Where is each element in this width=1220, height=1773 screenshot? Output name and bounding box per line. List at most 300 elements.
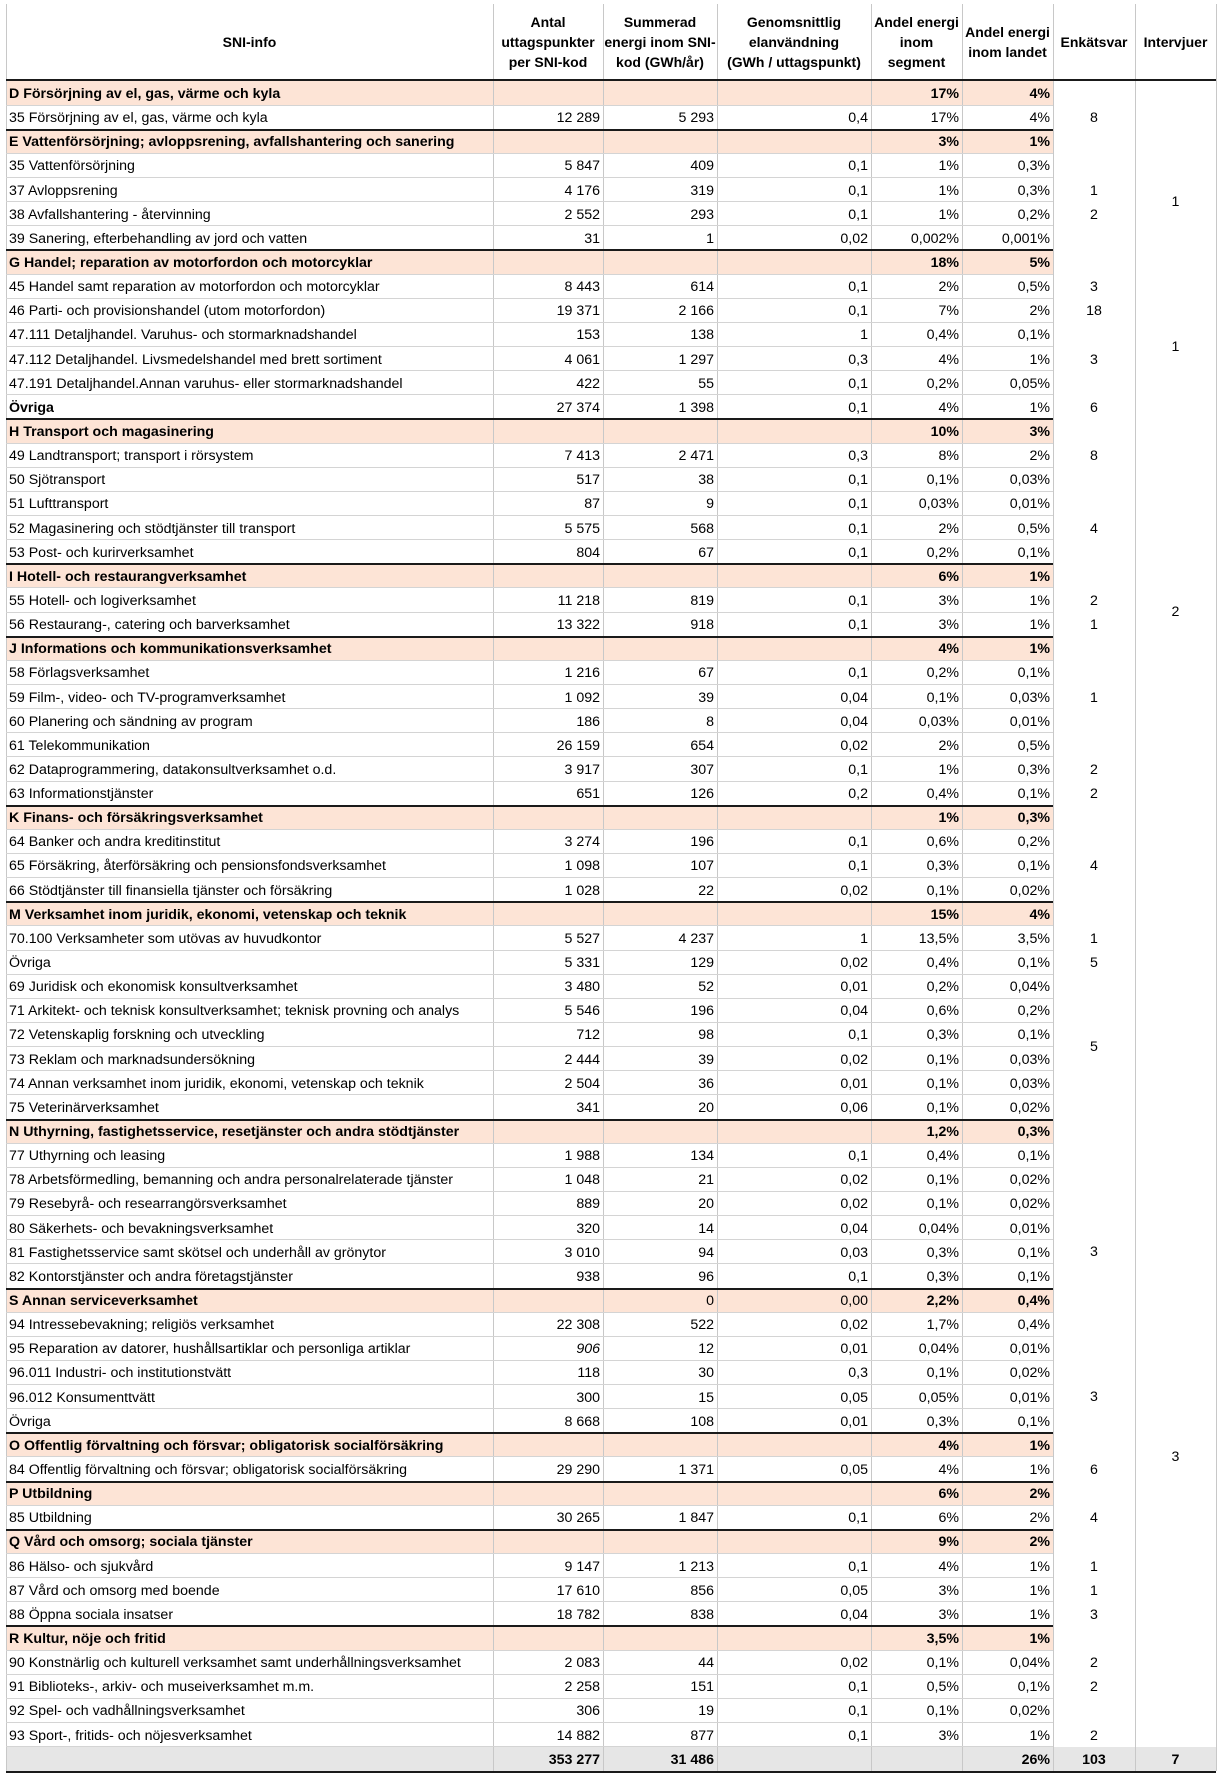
row-energi-cell: 20 <box>698 1099 714 1116</box>
row-seg-cell: 0,1% <box>926 1051 959 1068</box>
row-label-cell: 45 Handel samt reparation av motorfordon och motorcyklar <box>9 279 380 296</box>
row-antal-cell: 651 <box>576 786 600 803</box>
row-energi-cell: 134 <box>690 1148 714 1165</box>
row-seg-cell: 0,5% <box>926 1679 959 1696</box>
section-land-cell: 1% <box>1029 1630 1050 1647</box>
row-land-cell: 0,04% <box>1009 979 1050 996</box>
row-label-cell: 50 Sjötransport <box>9 472 106 489</box>
row-seg-cell: 4% <box>938 351 959 368</box>
row-energi-cell: 19 <box>698 1703 714 1720</box>
row-snitt-cell: 0,01 <box>840 1075 868 1092</box>
row-seg-cell: 17% <box>930 110 959 127</box>
row-label-cell: 35 Vattenförsörjning <box>9 158 135 175</box>
row-seg-cell: 0,1% <box>926 1075 959 1092</box>
row-label-cell: 66 Stödtjänster till finansiella tjänster och försäkring <box>9 882 333 899</box>
row-seg-cell: 0,1% <box>926 1365 959 1382</box>
row-land-cell: 0,1% <box>1017 1027 1050 1044</box>
section-seg-cell: 1,2% <box>926 1124 959 1141</box>
column-header-text <box>727 12 861 72</box>
section-land-cell: 2% <box>1029 1486 1050 1503</box>
row-antal-cell: 1 028 <box>564 882 600 899</box>
row-energi-cell: 1 297 <box>678 351 714 368</box>
row-energi-cell: 918 <box>690 617 714 634</box>
column-header-text <box>604 12 715 72</box>
section-land-cell: 3% <box>1029 423 1050 440</box>
row-energi-cell: 319 <box>690 182 714 199</box>
row-label-cell: 96.011 Industri- och institutionstvätt <box>9 1365 232 1382</box>
row-land-cell: 0,02% <box>1009 1365 1050 1382</box>
row-energi-cell: 1 <box>706 230 714 247</box>
row-label-cell: 52 Magasinering och stödtjänster till transport <box>9 520 296 537</box>
row-antal-cell: 4 176 <box>564 182 600 199</box>
row-label-cell: 59 Film-, video- och TV-programverksamhet <box>9 689 286 706</box>
row-seg-cell: 1% <box>938 182 959 199</box>
row-antal-cell: 27 374 <box>556 399 600 416</box>
row-label-cell: 81 Fastighetsservice samt skötsel och underhåll av grönytor <box>9 1244 386 1261</box>
section-label-cell: N Uthyrning, fastighetsservice, resetjänster och andra stödtjänster <box>9 1124 460 1141</box>
row-seg-cell: 3% <box>938 1582 959 1599</box>
section-label-cell: E Vattenförsörjning; avloppsrening, avfallshantering och sanering <box>9 134 455 151</box>
row-antal-cell: 2 444 <box>564 1051 600 1068</box>
total-enk-cell: 103 <box>1082 1751 1106 1768</box>
section-seg-cell: 3% <box>938 134 959 151</box>
column-header <box>1135 4 1216 79</box>
row-enk-cell <box>1053 491 1135 515</box>
row-label-cell: 88 Öppna sociala insatser <box>9 1606 174 1623</box>
row-energi-cell: 38 <box>698 472 714 489</box>
row-antal-cell: 87 <box>584 496 600 513</box>
row-antal-cell: 1 098 <box>564 858 600 875</box>
row-snitt-cell: 0,02 <box>840 882 868 899</box>
row-antal-cell: 3 274 <box>564 834 600 851</box>
row-enk-cell: 2 <box>1090 786 1098 803</box>
row-seg-cell: 2% <box>938 520 959 537</box>
row-antal-cell: 186 <box>576 713 600 730</box>
row-energi-cell: 21 <box>698 1172 714 1189</box>
row-snitt-cell: 0,06 <box>840 1099 868 1116</box>
row-land-cell: 1% <box>1029 1582 1050 1599</box>
row-snitt-cell: 0,1 <box>848 1558 868 1575</box>
row-snitt-cell: 0,1 <box>848 1679 868 1696</box>
row-land-cell: 0,5% <box>1017 520 1050 537</box>
row-land-cell: 1% <box>1029 617 1050 634</box>
row-label-cell: 51 Lufttransport <box>9 496 109 513</box>
row-enk-cell <box>1053 1698 1135 1722</box>
row-land-cell: 2% <box>1029 303 1050 320</box>
row-antal-cell: 19 371 <box>556 303 600 320</box>
row-snitt-cell: 0,02 <box>840 1317 868 1334</box>
row-antal-cell: 8 443 <box>564 279 600 296</box>
section-seg-cell: 2,2% <box>926 1293 959 1309</box>
section-land-cell: 1% <box>1029 134 1050 151</box>
row-energi-cell: 614 <box>690 279 714 296</box>
row-land-cell: 0,02% <box>1009 1099 1050 1116</box>
section-label-cell: J Informations och kommunikationsverksamhet <box>9 641 332 658</box>
section-energi-cell: 0 <box>706 1293 714 1309</box>
section-label-cell: K Finans- och försäkringsverksamhet <box>9 810 263 827</box>
row-enk-cell: 2 <box>1090 761 1098 778</box>
row-snitt-cell: 0,1 <box>848 834 868 851</box>
row-enk-cell: 5 <box>1090 955 1098 972</box>
row-snitt-cell: 0,1 <box>848 375 868 392</box>
row-seg-cell: 4% <box>938 1558 959 1575</box>
row-label-cell: 49 Landtransport; transport i rörsystem <box>9 448 254 465</box>
row-land-cell: 0,01% <box>1009 1341 1050 1358</box>
row-seg-cell: 0,1% <box>926 1703 959 1720</box>
row-enk-cell: 18 <box>1086 303 1102 320</box>
section-seg-cell: 1% <box>938 810 959 827</box>
row-snitt-cell: 0,1 <box>848 617 868 634</box>
row-land-cell: 0,05% <box>1009 375 1050 392</box>
row-seg-cell: 0,2% <box>926 665 959 682</box>
row-seg-cell: 0,1% <box>926 1099 959 1116</box>
row-seg-cell: 0,3% <box>926 1268 959 1285</box>
row-seg-cell: 0,1% <box>926 472 959 489</box>
row-seg-cell: 0,3% <box>926 1244 959 1261</box>
row-energi-cell: 654 <box>690 737 714 754</box>
row-energi-cell: 1 847 <box>678 1510 714 1527</box>
row-antal-cell: 18 782 <box>556 1606 600 1623</box>
column-header-line: Intervjuer <box>1143 33 1208 50</box>
row-antal-cell: 8 668 <box>564 1413 600 1430</box>
row-antal-cell: 3 917 <box>564 761 600 778</box>
column-header-line: Summerad <box>623 13 697 30</box>
column-header-line: Andel energi <box>874 13 959 30</box>
row-label-cell: Övriga <box>9 1413 51 1430</box>
row-land-cell: 0,02% <box>1009 882 1050 899</box>
column-header <box>962 4 1053 79</box>
row-energi-cell: 39 <box>698 689 714 706</box>
row-enk-cell <box>1053 371 1135 395</box>
row-label-cell: 62 Dataprogrammering, datakonsultverksamhet o.d. <box>9 761 337 778</box>
row-land-cell: 4% <box>1029 110 1050 127</box>
row-snitt-cell: 0,05 <box>840 1582 868 1599</box>
row-energi-cell: 856 <box>690 1582 714 1599</box>
row-antal-cell: 1 988 <box>564 1148 600 1165</box>
merged-enk-cell: 3 <box>1090 1388 1098 1405</box>
row-enk-cell <box>1053 660 1135 684</box>
row-energi-cell: 126 <box>690 786 714 803</box>
row-seg-cell: 0,1% <box>926 1172 959 1189</box>
row-enk-cell: 3 <box>1090 279 1098 296</box>
row-land-cell: 0,1% <box>1017 786 1050 803</box>
section-land-cell: 1% <box>1029 641 1050 658</box>
row-antal-cell: 13 322 <box>556 617 600 634</box>
column-header-line: Enkätsvar <box>1060 33 1128 50</box>
row-label-cell: 55 Hotell- och logiverksamhet <box>9 592 196 609</box>
section-seg-cell: 6% <box>938 568 959 585</box>
row-seg-cell: 3% <box>938 1606 959 1623</box>
row-enk-cell: 4 <box>1090 1510 1098 1527</box>
column-header-line: elanvändning <box>748 33 840 50</box>
row-label-cell: 94 Intressebevakning; religiös verksamhet <box>9 1317 274 1334</box>
row-seg-cell: 0,2% <box>926 979 959 996</box>
row-label-cell: 79 Resebyrå- och researrangörsverksamhet <box>9 1196 287 1213</box>
row-label-cell: 80 Säkerhets- och bevakningsverksamhet <box>9 1220 274 1237</box>
row-label-cell: 39 Sanering, efterbehandling av jord och vatten <box>9 230 308 247</box>
row-land-cell: 2% <box>1029 448 1050 465</box>
merged-intv-cell: 3 <box>1171 1448 1180 1465</box>
row-energi-cell: 55 <box>698 375 714 392</box>
row-snitt-cell: 0,04 <box>840 1003 868 1020</box>
row-seg-cell: 0,04% <box>918 1220 959 1237</box>
row-seg-cell: 0,03% <box>918 496 959 513</box>
row-enk-cell: 3 <box>1090 351 1098 368</box>
row-snitt-cell: 0,02 <box>840 230 868 247</box>
row-enk-cell <box>1053 153 1135 177</box>
row-land-cell: 0,03% <box>1009 1075 1050 1092</box>
row-antal-cell: 29 290 <box>556 1461 600 1478</box>
row-label-cell: 78 Arbetsförmedling, bemanning och andra personalrelaterade tjänster <box>9 1172 454 1189</box>
row-label-cell: 71 Arkitekt- och teknisk konsultverksamhet; teknisk provning och analys <box>9 1003 460 1020</box>
row-seg-cell: 1% <box>938 761 959 778</box>
row-antal-cell: 2 083 <box>564 1655 600 1672</box>
row-snitt-cell: 0,1 <box>848 1703 868 1720</box>
row-land-cell: 0,02% <box>1009 1196 1050 1213</box>
row-land-cell: 0,01% <box>1009 1389 1050 1406</box>
total-energi-cell: 31 486 <box>670 1751 714 1768</box>
row-enk-cell: 4 <box>1090 520 1098 537</box>
row-label-cell: 64 Banker och andra kreditinstitut <box>9 834 221 851</box>
row-seg-cell: 0,04% <box>918 1341 959 1358</box>
row-seg-cell: 2% <box>938 737 959 754</box>
section-label-cell: P Utbildning <box>9 1486 93 1503</box>
section-label-cell: Q Vård och omsorg; sociala tjänster <box>9 1534 253 1551</box>
section-land-cell: 0,3% <box>1017 810 1050 827</box>
row-enk-cell: 2 <box>1090 206 1098 223</box>
row-land-cell: 0,3% <box>1017 158 1050 175</box>
column-header <box>6 4 493 79</box>
row-antal-cell: 422 <box>576 375 600 392</box>
row-energi-cell: 30 <box>698 1365 714 1382</box>
row-energi-cell: 522 <box>690 1317 714 1334</box>
row-snitt-cell: 0,1 <box>848 1148 868 1165</box>
row-label-cell: 91 Biblioteks-, arkiv- och museiverksamhet m.m. <box>9 1679 315 1696</box>
row-label-cell: 70.100 Verksamheter som utövas av huvudkontor <box>9 930 322 947</box>
row-enk-cell: 2 <box>1090 1679 1098 1696</box>
row-land-cell: 0,03% <box>1009 689 1050 706</box>
row-snitt-cell: 0,02 <box>840 1051 868 1068</box>
row-energi-cell: 8 <box>706 713 714 730</box>
section-antal-cell <box>493 1288 603 1312</box>
column-header-line: inom <box>899 33 934 50</box>
section-seg-cell: 10% <box>930 423 959 440</box>
section-divider <box>6 1771 1216 1773</box>
row-seg-cell: 4% <box>938 399 959 416</box>
row-label-cell: 77 Uthyrning och leasing <box>9 1148 166 1165</box>
column-header-line: SNI-info <box>222 33 277 50</box>
merged-intv-cell: 2 <box>1171 604 1180 621</box>
column-divider <box>1135 4 1136 1771</box>
column-header <box>717 4 871 79</box>
row-seg-cell: 0,4% <box>926 327 959 344</box>
row-antal-cell: 14 882 <box>556 1727 600 1744</box>
row-label-cell: 84 Offentlig förvaltning och försvar; obligatorisk socialförsäkring <box>9 1461 407 1478</box>
row-label-cell: 86 Hälso- och sjukvård <box>9 1558 154 1575</box>
merged-enk-cell: 5 <box>1090 1038 1098 1055</box>
row-label-cell: 75 Veterinärverksamhet <box>9 1099 159 1116</box>
row-energi-cell: 15 <box>698 1389 714 1406</box>
row-enk-cell: 1 <box>1090 617 1098 634</box>
section-land-cell: 1% <box>1029 1437 1050 1454</box>
section-seg-cell: 18% <box>930 254 959 271</box>
row-seg-cell: 0,4% <box>926 786 959 803</box>
row-antal-cell: 11 218 <box>557 592 600 609</box>
row-label-cell: 60 Planering och sändning av program <box>9 713 253 730</box>
row-seg-cell: 0,3% <box>926 858 959 875</box>
row-enk-cell: 2 <box>1090 1727 1098 1744</box>
row-snitt-cell: 0,1 <box>848 182 868 199</box>
row-snitt-cell: 0,1 <box>848 520 868 537</box>
row-antal-cell: 517 <box>576 472 600 489</box>
row-land-cell: 3,5% <box>1017 930 1050 947</box>
row-energi-cell: 819 <box>690 592 714 609</box>
total-antal-cell: 353 277 <box>548 1751 600 1768</box>
row-snitt-cell: 0,1 <box>848 1727 868 1744</box>
row-snitt-cell: 0,3 <box>848 448 868 465</box>
row-snitt-cell: 0,02 <box>840 1655 868 1672</box>
row-snitt-cell: 0,1 <box>848 158 868 175</box>
row-snitt-cell: 0,1 <box>848 206 868 223</box>
row-seg-cell: 0,4% <box>926 955 959 972</box>
row-seg-cell: 0,03% <box>918 713 959 730</box>
row-seg-cell: 4% <box>938 1461 959 1478</box>
row-antal-cell: 320 <box>576 1220 600 1237</box>
row-snitt-cell: 0,04 <box>840 1220 868 1237</box>
row-energi-cell: 20 <box>698 1196 714 1213</box>
row-antal-cell: 12 289 <box>556 110 600 127</box>
row-enk-cell: 1 <box>1090 1582 1098 1599</box>
merged-enk-cell: 3 <box>1090 1243 1098 1260</box>
row-energi-cell: 568 <box>690 520 714 537</box>
row-energi-cell: 1 371 <box>678 1461 714 1478</box>
row-energi-cell: 9 <box>706 496 714 513</box>
row-label-cell: 69 Juridisk och ekonomisk konsultverksamhet <box>9 979 298 996</box>
row-seg-cell: 0,3% <box>926 1413 959 1430</box>
row-land-cell: 0,02% <box>1009 1703 1050 1720</box>
row-snitt-cell: 0,01 <box>840 1413 868 1430</box>
row-antal-cell: 2 552 <box>564 206 600 223</box>
row-label-cell: 72 Vetenskaplig forskning och utveckling <box>9 1027 265 1044</box>
row-energi-cell: 877 <box>690 1727 714 1744</box>
row-enk-cell: 1 <box>1090 930 1098 947</box>
row-energi-cell: 52 <box>698 979 714 996</box>
row-seg-cell: 13,5% <box>918 930 959 947</box>
row-seg-cell: 1% <box>938 206 959 223</box>
row-seg-cell: 3% <box>938 592 959 609</box>
row-energi-cell: 293 <box>690 206 714 223</box>
section-seg-cell: 17% <box>930 86 959 102</box>
row-snitt-cell: 0,1 <box>848 1027 868 1044</box>
row-enk-cell <box>1053 540 1135 564</box>
row-seg-cell: 0,002% <box>910 230 959 247</box>
row-energi-cell: 2 471 <box>678 448 714 465</box>
row-label-cell: 65 Försäkring, återförsäkring och pensionsfondsverksamhet <box>9 858 386 875</box>
column-header <box>1053 4 1135 79</box>
row-energi-cell: 107 <box>690 858 714 875</box>
row-land-cell: 0,3% <box>1017 182 1050 199</box>
column-header-line: Andel energi <box>965 23 1050 40</box>
row-energi-cell: 14 <box>698 1220 714 1237</box>
merged-enk-cell: 4 <box>1090 857 1098 874</box>
row-label-cell: 56 Restaurang-, catering och barverksamhet <box>9 617 290 634</box>
row-snitt-cell: 1 <box>860 327 868 344</box>
row-label-cell: 96.012 Konsumenttvätt <box>9 1389 155 1406</box>
row-antal-cell: 3 480 <box>564 979 600 996</box>
row-antal-cell: 118 <box>577 1365 600 1382</box>
section-seg-cell: 4% <box>938 641 959 658</box>
row-label-cell: 47.111 Detaljhandel. Varuhus- och stormarknadshandel <box>9 327 357 344</box>
row-land-cell: 0,01% <box>1009 713 1050 730</box>
row-seg-cell: 1% <box>938 158 959 175</box>
row-label-cell: 82 Kontorstjänster och andra företagstjänster <box>9 1268 293 1285</box>
row-energi-cell: 36 <box>698 1075 714 1092</box>
row-antal-cell: 3 010 <box>564 1244 600 1261</box>
row-enk-cell: 8 <box>1090 110 1098 127</box>
row-enk-cell: 2 <box>1090 1655 1098 1672</box>
row-antal-cell: 306 <box>576 1703 600 1720</box>
row-energi-cell: 96 <box>698 1268 714 1285</box>
column-header-line: kod (GWh/år) <box>616 53 704 70</box>
row-land-cell: 0,03% <box>1009 472 1050 489</box>
row-antal-cell: 22 308 <box>556 1317 600 1334</box>
row-antal-cell: 153 <box>576 327 600 344</box>
row-seg-cell: 8% <box>938 448 959 465</box>
row-energi-cell: 838 <box>690 1606 714 1623</box>
row-antal-cell: 938 <box>576 1268 600 1285</box>
row-snitt-cell: 0,1 <box>848 279 868 296</box>
row-label-cell: 58 Förlagsverksamhet <box>9 665 150 682</box>
column-divider <box>1216 4 1217 1771</box>
row-enk-cell: 1 <box>1090 1558 1098 1575</box>
row-snitt-cell: 0,1 <box>848 472 868 489</box>
row-label-cell: 85 Utbildning <box>9 1510 92 1527</box>
row-land-cell: 2% <box>1029 1510 1050 1527</box>
row-land-cell: 0,5% <box>1017 279 1050 296</box>
section-label-cell: D Försörjning av el, gas, värme och kyla <box>9 86 281 102</box>
row-antal-cell: 5 546 <box>564 1003 600 1020</box>
row-antal-cell: 9 147 <box>564 1558 600 1575</box>
section-land-cell: 1% <box>1029 568 1050 585</box>
row-enk-cell <box>1053 322 1135 346</box>
row-seg-cell: 0,1% <box>926 882 959 899</box>
column-header-text <box>874 12 959 72</box>
row-snitt-cell: 0,1 <box>848 544 868 561</box>
section-land-cell: 4% <box>1029 86 1050 102</box>
row-label-cell: 92 Spel- och vadhållningsverksamhet <box>9 1703 245 1720</box>
row-seg-cell: 3% <box>938 1727 959 1744</box>
section-label-cell: O Offentlig förvaltning och försvar; obligatorisk socialförsäkring <box>9 1437 444 1454</box>
row-energi-cell: 5 293 <box>678 110 714 127</box>
row-snitt-cell: 0,1 <box>848 858 868 875</box>
row-land-cell: 0,02% <box>1009 1172 1050 1189</box>
row-snitt-cell: 0,05 <box>840 1389 868 1406</box>
row-seg-cell: 0,05% <box>918 1389 959 1406</box>
row-seg-cell: 6% <box>938 1510 959 1527</box>
row-seg-cell: 0,1% <box>926 689 959 706</box>
section-label-cell: M Verksamhet inom juridik, ekonomi, vetenskap och teknik <box>9 906 407 923</box>
total-intv-cell: 7 <box>1171 1751 1180 1768</box>
row-energi-cell: 129 <box>690 955 714 972</box>
row-snitt-cell: 0,04 <box>840 713 868 730</box>
row-land-cell: 1% <box>1029 592 1050 609</box>
row-land-cell: 0,1% <box>1017 858 1050 875</box>
row-label-cell: 87 Vård och omsorg med boende <box>9 1582 220 1599</box>
column-header-line: segment <box>887 53 946 70</box>
row-label-cell: 38 Avfallshantering - återvinning <box>9 206 211 223</box>
row-antal-cell: 26 159 <box>556 737 600 754</box>
row-label-cell: 74 Annan verksamhet inom juridik, ekonomi, vetenskap och teknik <box>9 1075 424 1092</box>
